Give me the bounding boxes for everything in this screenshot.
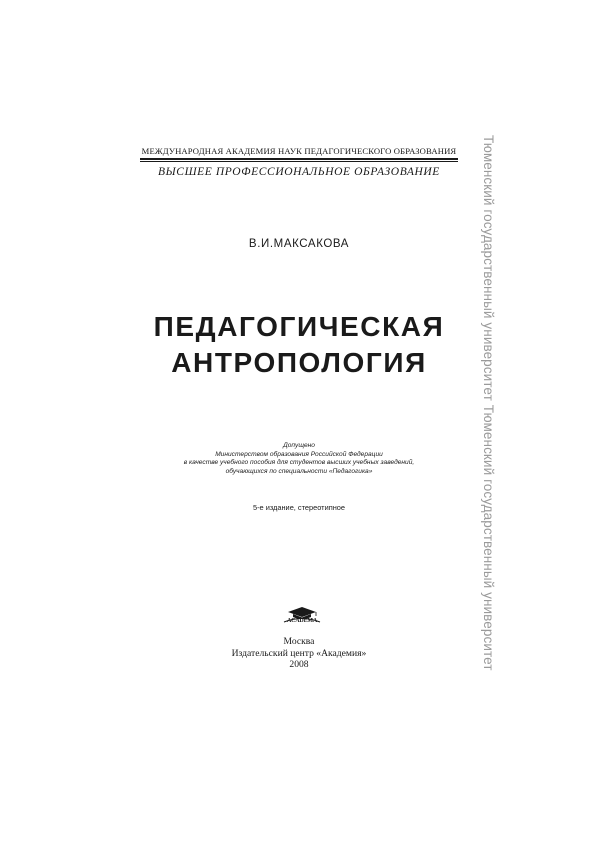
approval-line-3: в качестве учебного пособия для студентов высших учебных заведений, bbox=[183, 459, 415, 467]
imprint-city: Москва bbox=[283, 636, 315, 647]
imprint-publisher: Издательский центр «Академия» bbox=[231, 647, 367, 659]
academy-name: МЕЖДУНАРОДНАЯ АКАДЕМИЯ НАУК ПЕДАГОГИЧЕСКОГО ОБРАЗОВАНИЯ bbox=[141, 146, 457, 156]
imprint bbox=[140, 636, 458, 671]
imprint-year: 2008 bbox=[289, 659, 309, 670]
series-name: ВЫСШЕЕ ПРОФЕССИОНАЛЬНОЕ ОБРАЗОВАНИЕ bbox=[158, 166, 440, 178]
approval-note bbox=[120, 442, 478, 476]
author-name: В.И.МАКСАКОВА bbox=[248, 238, 350, 250]
library-watermark bbox=[477, 135, 499, 700]
publisher-logo-text: ACADEMA bbox=[287, 618, 317, 624]
approval-line-2: Министерством образования Российской Федерации bbox=[215, 450, 383, 458]
approval-line-4: обучающихся по специальности «Педагогика» bbox=[225, 467, 373, 475]
book-title-line-2: АНТРОПОЛОГИЯ bbox=[171, 347, 427, 378]
book-title-line-1: ПЕДАГОГИЧЕСКАЯ bbox=[153, 311, 445, 342]
edition-note: 5-е издание, стереотипное bbox=[252, 503, 346, 512]
book-title bbox=[120, 309, 478, 381]
watermark-text: Тюменский государственный университет Тюменский государственный университет bbox=[481, 135, 496, 671]
graduation-cap-book-icon bbox=[280, 606, 324, 628]
approval-line-1: Допущено bbox=[283, 442, 315, 449]
header-rule-thick bbox=[140, 158, 458, 160]
header-rule-thin bbox=[140, 161, 458, 162]
